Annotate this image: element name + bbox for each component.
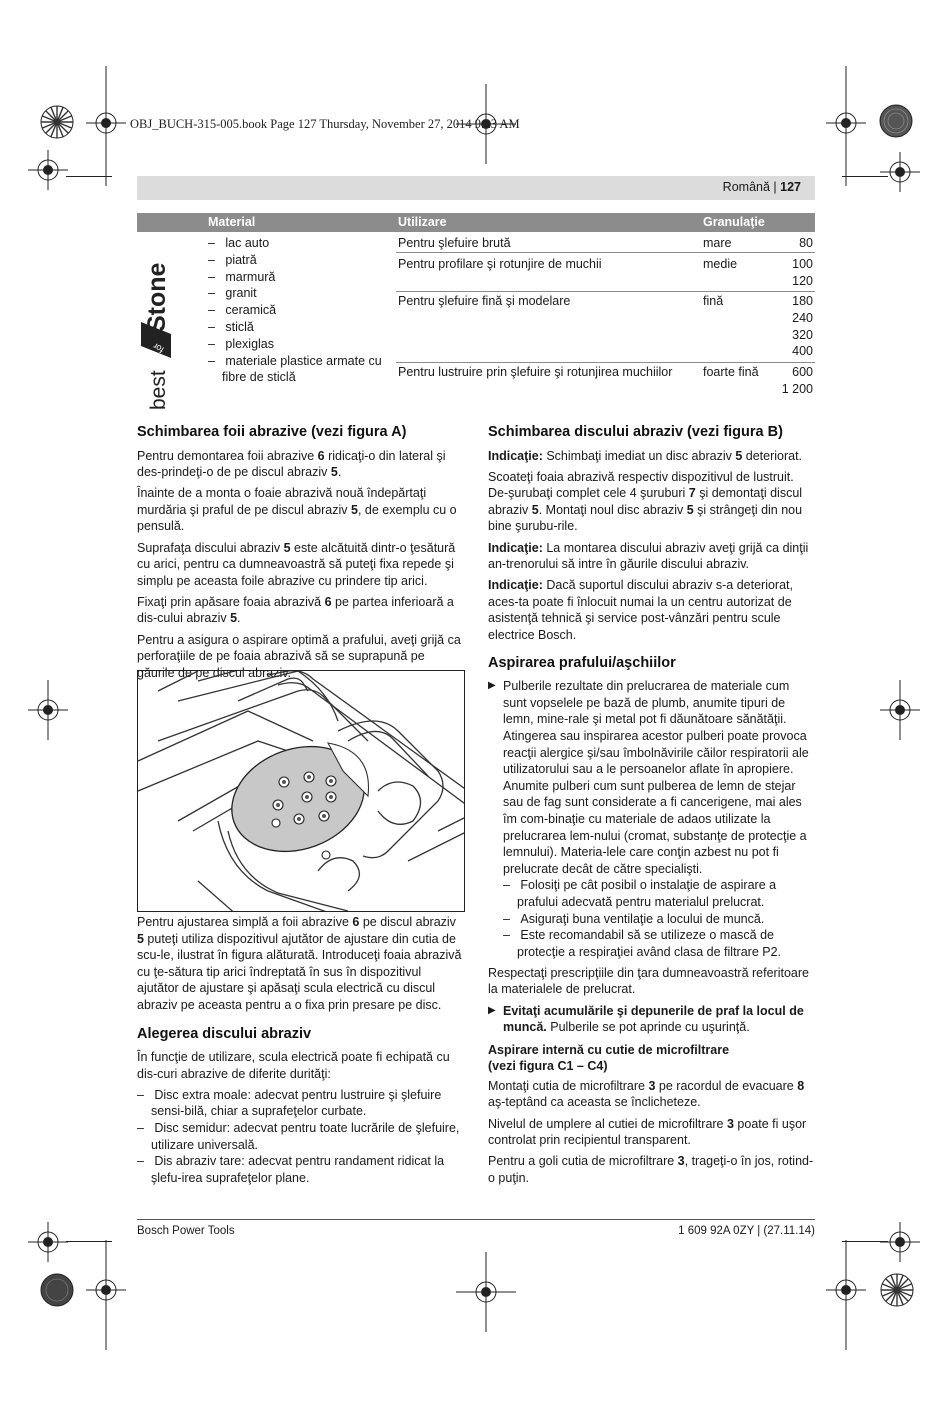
left-column-top <box>137 424 463 686</box>
page-header-bar <box>137 176 815 200</box>
row-value: 120 <box>792 273 813 288</box>
paragraph: Fixaţi prin apăsare foaia abrazivă 6 pe partea inferioară a dis-cului abraziv 5. <box>137 594 454 626</box>
list-item: – marmură <box>208 269 276 284</box>
list-item: – materiale plastice armate cu fibre de sticlă <box>208 353 382 385</box>
paragraph: Înainte de a monta o foaie abrazivă nouă îndepărtaţi murdăria şi praful de pe discul abraziv 5, de exemplu cu o pensulă. <box>137 486 457 534</box>
row-use: Pentru profilare şi rotunjire de muchii <box>398 257 602 271</box>
crosshair-mark-top-left <box>86 66 126 186</box>
registration-mark-top-left-outer <box>39 104 75 140</box>
list-item: – lac auto <box>208 236 270 250</box>
list-item: – Asiguraţi buna ventilaţie a locului de muncă. <box>503 911 765 926</box>
note: Indicaţie: Dacă suportul discului abraziv s-a deteriorat, aces-ta poate fi înlocuit numai la un centru autorizat de asistenţă tehnică şi service post-vânzări pentru scule electrice Bosch. <box>488 578 793 643</box>
list-item: – Disc semidur: adecvat pentru toate lucrările de şlefuire, utilizare universală. <box>137 1121 460 1152</box>
crosshair-mark-bottom-right <box>826 1240 866 1350</box>
crosshair-mark-right-lower <box>880 1222 920 1262</box>
registration-mark-bottom-left-outer <box>39 1272 75 1308</box>
crop-line-top-right <box>842 176 888 177</box>
row-value: 1 200 <box>781 381 813 396</box>
paragraph: Pentru demontarea foii abrazive 6 ridicaţi-o din lateral şi des-prindeţi-o de pe discul abraziv 5. <box>137 448 446 480</box>
bullet-triangle-icon: ▶ <box>488 680 496 692</box>
crosshair-mark-left-lower <box>28 1222 68 1262</box>
col-header-material: Material <box>208 215 256 229</box>
registration-mark-top-right-outer <box>879 104 913 138</box>
row-value: 80 <box>799 236 813 250</box>
row-grit: fină <box>703 294 724 308</box>
list-item: – Folosiţi pe cât posibil o instalaţie de aspirare a prafului adecvată pentru materialul prelucrat. <box>503 878 777 909</box>
row-value: 240 <box>792 310 813 325</box>
section-heading: Aspirarea prafului/aşchiilor <box>488 654 676 671</box>
crosshair-mark-bottom-left <box>86 1240 126 1350</box>
row-value: 320 <box>792 327 813 342</box>
page-indicator <box>723 180 801 194</box>
row-grit: medie <box>703 257 738 271</box>
table-row <box>398 235 815 252</box>
warning-bullet: ▶ Evitaţi acumulările şi depunerile de praf la locul de muncă. Pulberile se pot aprinde cu uşurinţă. <box>488 1003 804 1035</box>
list-item: – granit <box>208 286 257 301</box>
figure-sanding-sheet-aligner <box>137 670 465 912</box>
paragraph: Pentru a goli cutia de microfiltrare 3, trageţi-o în jos, rotind-o puţin. <box>488 1154 814 1185</box>
page-number: 127 <box>780 180 801 194</box>
crosshair-mark-right-upper <box>880 152 920 192</box>
table-row <box>398 293 815 361</box>
crop-line-top-left <box>66 176 112 177</box>
section-heading: Alegerea discului abraziv <box>137 1025 312 1042</box>
paragraph: Pentru a asigura o aspirare optimă a prafului, aveţi grijă ca perforaţiile de pe foaia abrazivă să se suprapună pe găurile de pe discul abraziv. <box>137 632 461 680</box>
list-item: – ceramică <box>208 303 277 318</box>
header-separator: | <box>773 180 777 194</box>
table-row <box>398 256 815 290</box>
paragraph: Montaţi cutia de microfiltrare 3 pe racordul de evacuare 8 aş-teptând ca aceasta se înclicheteze. <box>488 1078 805 1110</box>
section-heading: Schimbarea discului abraziv (vezi figura B) <box>488 424 783 440</box>
table-rule <box>396 291 815 292</box>
sanding-pad-disc <box>217 729 379 869</box>
col-header-grit: Granulaţie <box>703 215 765 229</box>
note: Indicaţie: La montarea discului abraziv aveţi grijă ca dinţii an-trenorului să intre în găurile discului abraziv. <box>488 540 809 572</box>
registration-mark-bottom-right-outer <box>879 1272 915 1308</box>
list-item: – piatră <box>208 252 257 267</box>
list-item: – Dis abraziv tare: adecvat pentru randament ridicat la şlefu-irea suprafeţelor plane. <box>137 1154 445 1185</box>
right-column <box>488 424 815 1191</box>
list-item: – plexiglas <box>208 336 275 351</box>
paragraph: În funcţie de utilizare, scula electrică poate fi echipată cu dis-curi abrazive de diferite durităţi: <box>137 1050 450 1081</box>
logo-word-best: best <box>147 370 170 410</box>
table-row <box>398 364 815 398</box>
crosshair-mark-left-middle <box>28 680 68 740</box>
paragraph: Suprafaţa discului abraziv 5 este alcătuită dintr-o ţesătură cu arici, pentru ca dumneavoastră să puteţi fixa repede şi simplu pe aceasta foile abrazive cu prindere tip arici. <box>137 540 456 588</box>
footer-brand: Bosch Power Tools <box>137 1225 235 1237</box>
col-header-use: Utilizare <box>398 215 447 229</box>
table-header-row <box>137 213 815 232</box>
footer-doc-code: 1 609 92A 0ZY | (27.11.14) <box>678 1225 815 1237</box>
note: Indicaţie: Schimbaţi imediat un disc abraziv 5 deteriorat. <box>488 448 803 463</box>
materials-list <box>208 235 388 386</box>
list-item: – Este recomandabil să se utilizeze o mască de protecţie a respiraţiei având clasa de filtrare P2. <box>503 928 782 959</box>
left-column-bottom <box>137 914 463 1186</box>
row-grit: mare <box>703 236 732 250</box>
row-value: 400 <box>792 344 813 359</box>
book-file-info: OBJ_BUCH-315-005.book Page 127 Thursday, November 27, 2014 9:23 AM <box>130 117 520 131</box>
crosshair-mark-top-right <box>826 66 866 186</box>
best-for-stone-logo <box>137 232 173 412</box>
paragraph: Nivelul de umplere al cutiei de microfiltrare 3 poate fi uşor controlat prin recipientul transparent. <box>488 1116 807 1148</box>
row-use: Pentru şlefuire brută <box>398 236 511 250</box>
footer-rule <box>137 1219 815 1220</box>
row-value: 180 <box>792 294 813 308</box>
list-item: – Disc extra moale: adecvat pentru lustruire şi şlefuire sensi-bilă, chiar a suprafeţelor curbate. <box>137 1087 442 1119</box>
bullet-triangle-icon: ▶ <box>488 1004 496 1016</box>
crosshair-mark-bottom-center <box>456 1252 516 1332</box>
row-grit: foarte fină <box>703 365 759 379</box>
list-item: – sticlă <box>208 319 254 334</box>
row-use: Pentru lustruire prin şlefuire şi rotunjirea muchiilor <box>398 365 673 379</box>
table-rule <box>396 362 815 363</box>
row-value: 600 <box>792 365 813 379</box>
paragraph: Respectaţi prescripţiile din ţara dumneavoastră referitoare la materialele de prelucrat. <box>488 965 809 997</box>
paragraph: Scoateţi foaia abrazivă respectiv dispozitivul de lustruit. De-şurubaţi complet cele 4 şuruburi 7 şi demontaţi discul abraziv 5. Montaţi noul disc abraziv 5 şi strângeţi din nou bine şurubu-rile. <box>488 469 803 534</box>
section-heading: Schimbarea foii abrazive (vezi figura A) <box>137 424 407 440</box>
row-value: 100 <box>792 257 813 271</box>
subsection-heading: Aspirare internă cu cutie de microfiltrare <box>488 1042 730 1057</box>
row-use: Pentru şlefuire fină şi modelare <box>398 294 571 308</box>
table-rule <box>396 252 815 253</box>
warning-bullet: ▶ Pulberile rezultate din prelucrarea de materiale cum sunt vopselele pe bază de plumb, anumite tipuri de lemn, mine-rale şi metal pot fi dăunătoare sănătăţii. Atingerea sau inspirarea acestor pulberi poate provoca reacţii alergice şi/sau îmbolnăvirile căilor respiratorii ale utilizatorului sau a le persoanelor aflate în apropiere. Anumite pulberi cum sunt pulberea de lemn de stejar sau de fag sunt considerate a fi cancerigene, mai ales îm com-binaţie cu materiale de adaos utilizate la prelucrarea lem-nului (cromat, substanţe de protecţie a lemnului). Materia-lele care conţin azbest nu pot fi prelucrate decât de către specialişti. – Folosiţi pe cât posibil o instalaţie de aspirare a prafului adecvată pentru materialul prelucrat. – Asiguraţi buna ventilaţie a locului de muncă. – Este recomandabil să se utilizeze o mască de protecţie a respiraţiei având clasa de filtrare P2. <box>488 678 815 960</box>
subsection-heading: (vezi figura C1 – C4) <box>488 1059 608 1074</box>
logo-word-for: for <box>151 341 166 355</box>
paragraph: Pentru ajustarea simplă a foii abrazive 6 pe discul abraziv 5 puteţi utiliza dispozitivul ajutător de ajustare din cutia de scu-le, ilustrat în figura alăturată. Introduceţi foaia abrazivă cu ţe-sătura tip arici îndreptată în sus în dispozitivul ajutător de ajustare şi apăsaţi scula electrică cu discul abraziv pe aceasta pentru a o fixa prin presare pe disc. <box>137 915 462 1012</box>
crosshair-mark-left-upper <box>28 150 68 190</box>
language-label: Română <box>722 180 770 194</box>
crosshair-mark-right-middle <box>880 680 920 740</box>
logo-word-stone: Stone <box>143 262 171 332</box>
